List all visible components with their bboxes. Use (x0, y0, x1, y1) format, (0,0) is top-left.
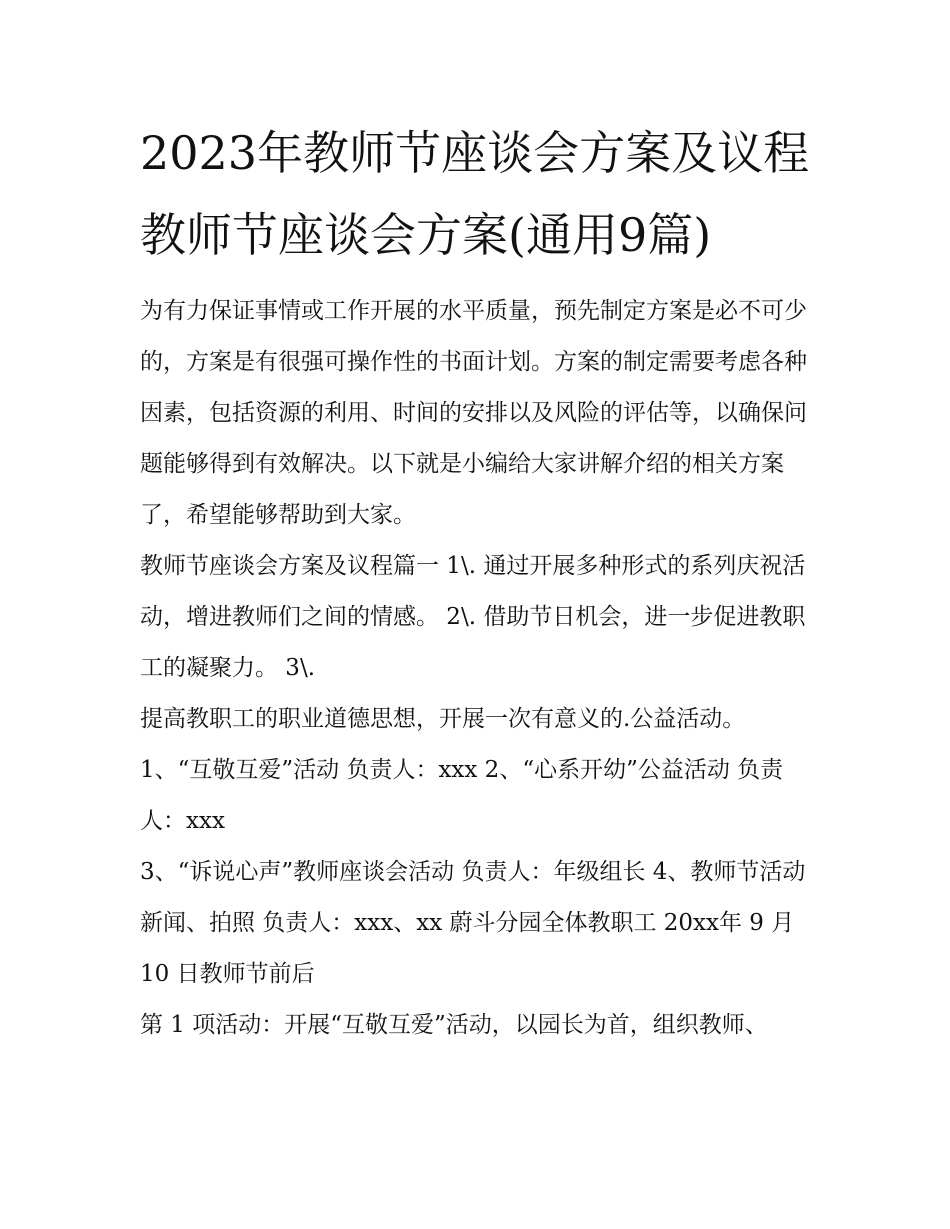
paragraph-activity-item-1: 第 1 项活动：开展“互敬互爱”活动，以园长为首，组织教师、 (140, 1012, 768, 1038)
paragraph-activities-1: 1、“互敬互爱”活动 负责人：xxx 2、“心系开幼”公益活动 负责人：xxx (140, 757, 784, 834)
paragraph-section-one: 教师节座谈会方案及议程篇一 1\. 通过开展多种形式的系列庆祝活动，增进教师们之间的情感。 2\. 借助节日机会，进一步促进教职工的凝聚力。 3\. (140, 553, 806, 681)
document-title: 2023年教师节座谈会方案及议程 教师节座谈会方案(通用9篇) (140, 126, 810, 262)
paragraph-activities-2: 3、“诉说心声”教师座谈会活动 负责人：年级组长 4、教师节活动新闻、拍照 负责人：xxx、xx 蔚斗分园全体教职工 20xx年 9 月 10 日教师节前后 (140, 859, 806, 987)
paragraph-intro: 为有力保证事情或工作开展的水平质量，预先制定方案是必不可少的，方案是有很强可操作性的书面计划。方案的制定需要考虑各种因素，包括资源的利用、时间的安排以及风险的评估等，以确保问题能够得到有效解决。以下就是小编给大家讲解介绍的相关方案了，希望能够帮助到大家。 (140, 298, 807, 528)
document-page (140, 112, 815, 1051)
paragraph-goal: 提高教职工的职业道德思想，开展一次有意义的.公益活动。 (140, 706, 746, 732)
